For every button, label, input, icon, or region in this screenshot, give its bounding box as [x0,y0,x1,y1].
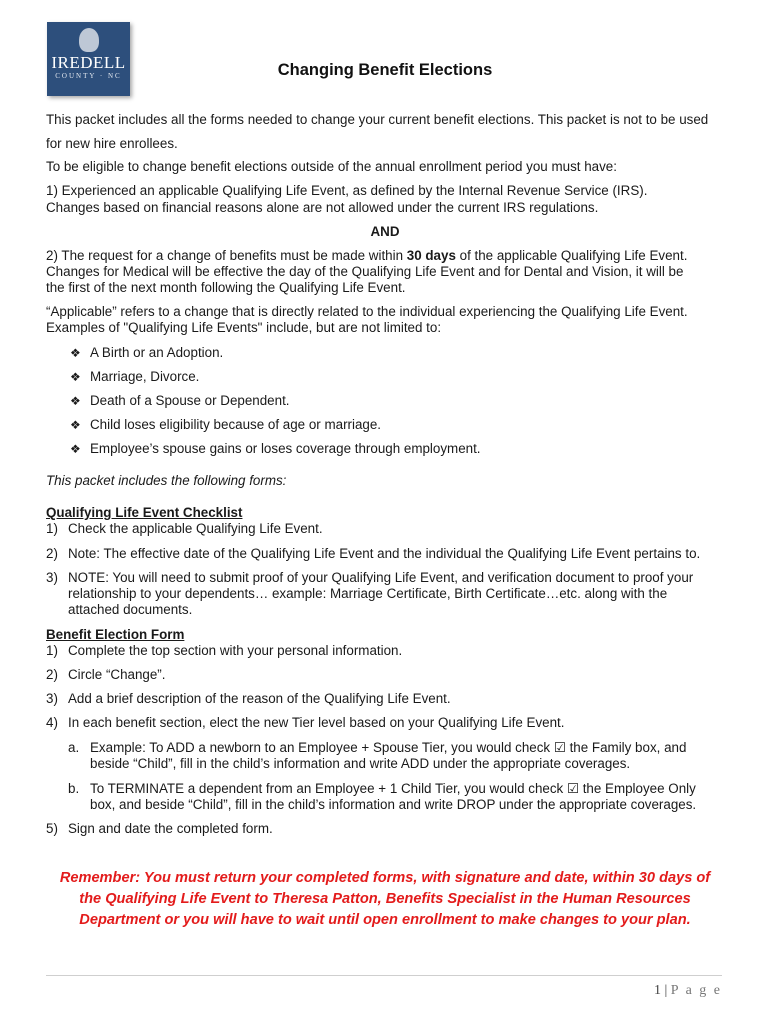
diamond-bullet-icon: ❖ [70,370,81,384]
footer-divider [46,975,722,976]
remember-line1: Remember: You must return your completed forms, with signature and date, within 30 days of [59,870,711,886]
checklist-item [46,546,736,562]
event-list-item [70,369,199,385]
iredell-county-logo [47,22,130,96]
subitem-letter: b. [68,781,80,796]
requirement-2-line1 [46,248,687,264]
requirement-2-line2: Changes for Medical will be effective the day of the Qualifying Life Event and for Dental and Vision, it will be [46,264,684,279]
item-number: 1) [46,521,58,536]
item-number: 3) [46,691,58,706]
requirement-2-post: of the applicable Qualifying Life Event. [455,248,688,263]
checklist-heading: Qualifying Life Event Checklist [46,505,243,520]
item-number: 1) [46,643,58,658]
subitem-letter: a. [68,740,80,755]
logo-name: IREDELL [51,53,126,72]
election-form-heading: Benefit Election Form [46,627,185,642]
logo-emblem-icon [79,28,99,52]
event-list-item [70,393,290,409]
item-text: Check the applicable Qualifying Life Event. [68,521,323,536]
logo-subtitle: COUNTY · NC [55,72,122,80]
item-text: In each benefit section, elect the new Tier level based on your Qualifying Life Event. [68,715,565,730]
item-text: Note: The effective date of the Qualifying Life Event and the individual the Qualifying Life Event pertains to. [68,546,701,561]
event-list-item [70,345,223,361]
event-list-item [70,441,481,457]
eligibility-intro: To be eligible to change benefit elections outside of the annual enrollment period you must have: [46,159,617,174]
item-text: Complete the top section with your personal information. [68,643,403,658]
requirement-1-line2: Changes based on financial reasons alone are not allowed under the current IRS regulations. [46,200,599,215]
item-text-line3: attached documents. [68,602,193,617]
remember-line2: the Qualifying Life Event to Theresa Patton, Benefits Specialist in the Human Resources [79,891,691,907]
election-item [46,715,736,731]
checklist-item [46,521,736,537]
diamond-bullet-icon: ❖ [70,346,81,360]
item-text: Circle “Change”. [68,667,166,682]
intro-paragraph-line2: for new hire enrollees. [46,136,178,151]
remember-line3: Department or you will have to wait until open enrollment to make changes to your plan. [79,912,691,928]
election-subitem [68,781,736,813]
election-item [46,643,736,659]
diamond-bullet-icon: ❖ [70,418,81,432]
subitem-text-line1: To TERMINATE a dependent from an Employee + 1 Child Tier, you would check ☑ the Employee Only [90,781,696,796]
event-label: Child loses eligibility because of age or marriage. [90,417,382,432]
event-label: Employee’s spouse gains or loses coverage through employment. [90,441,481,456]
requirement-2-line3: the first of the next month following the Qualifying Life Event. [46,280,406,295]
diamond-bullet-icon: ❖ [70,442,81,456]
applicable-definition-line1: “Applicable” refers to a change that is directly related to the individual experiencing the Qualifying Life Event. [46,304,688,319]
page-title: Changing Benefit Elections [277,61,493,79]
checklist-item [46,570,736,618]
footer-separator: | [660,983,671,998]
item-number: 2) [46,667,58,682]
subitem-text-line1: Example: To ADD a newborn to an Employee + Spouse Tier, you would check ☑ the Family box, and [90,740,687,755]
requirement-2-days: 30 days [406,248,456,263]
intro-paragraph-line1: This packet includes all the forms needed to change your current benefit elections. This packet is not to be used [46,112,709,127]
event-list-item [70,417,381,433]
item-number: 3) [46,570,58,585]
page-number: 1 [653,983,661,998]
forms-intro: This packet includes the following forms: [46,473,287,488]
item-text-line1: NOTE: You will need to submit proof of your Qualifying Life Event, and verification document to proof your [68,570,694,585]
election-subitem [68,740,736,772]
election-item [46,821,736,837]
event-label: A Birth or an Adoption. [90,345,224,360]
remember-notice [40,868,730,931]
subitem-text-line2: box, and beside “Child”, fill in the child’s information and write DROP under the appropriate coverages. [90,797,697,812]
item-number: 5) [46,821,58,836]
item-text-line2: relationship to your dependents… example: Marriage Certificate, Birth Certificate…etc. along with the [68,586,668,601]
diamond-bullet-icon: ❖ [70,394,81,408]
item-text: Add a brief description of the reason of the Qualifying Life Event. [68,691,451,706]
item-text: Sign and date the completed form. [68,821,273,836]
item-number: 2) [46,546,58,561]
item-number: 4) [46,715,58,730]
event-label: Marriage, Divorce. [90,369,200,384]
event-label: Death of a Spouse or Dependent. [90,393,290,408]
and-separator: AND [370,224,400,239]
applicable-definition-line2: Examples of "Qualifying Life Events" include, but are not limited to: [46,320,442,335]
page-label: P a g e [670,983,722,998]
subitem-text-line2: beside “Child”, fill in the child’s information and write ADD under the appropriate coverages. [90,756,631,771]
requirement-1-line1: 1) Experienced an applicable Qualifying Life Event, as defined by the Internal Revenue Service (IRS). [46,183,648,198]
page-footer [654,983,722,999]
requirement-2-pre: 2) The request for a change of benefits must be made within [46,248,407,263]
election-item [46,667,736,683]
election-item [46,691,736,707]
